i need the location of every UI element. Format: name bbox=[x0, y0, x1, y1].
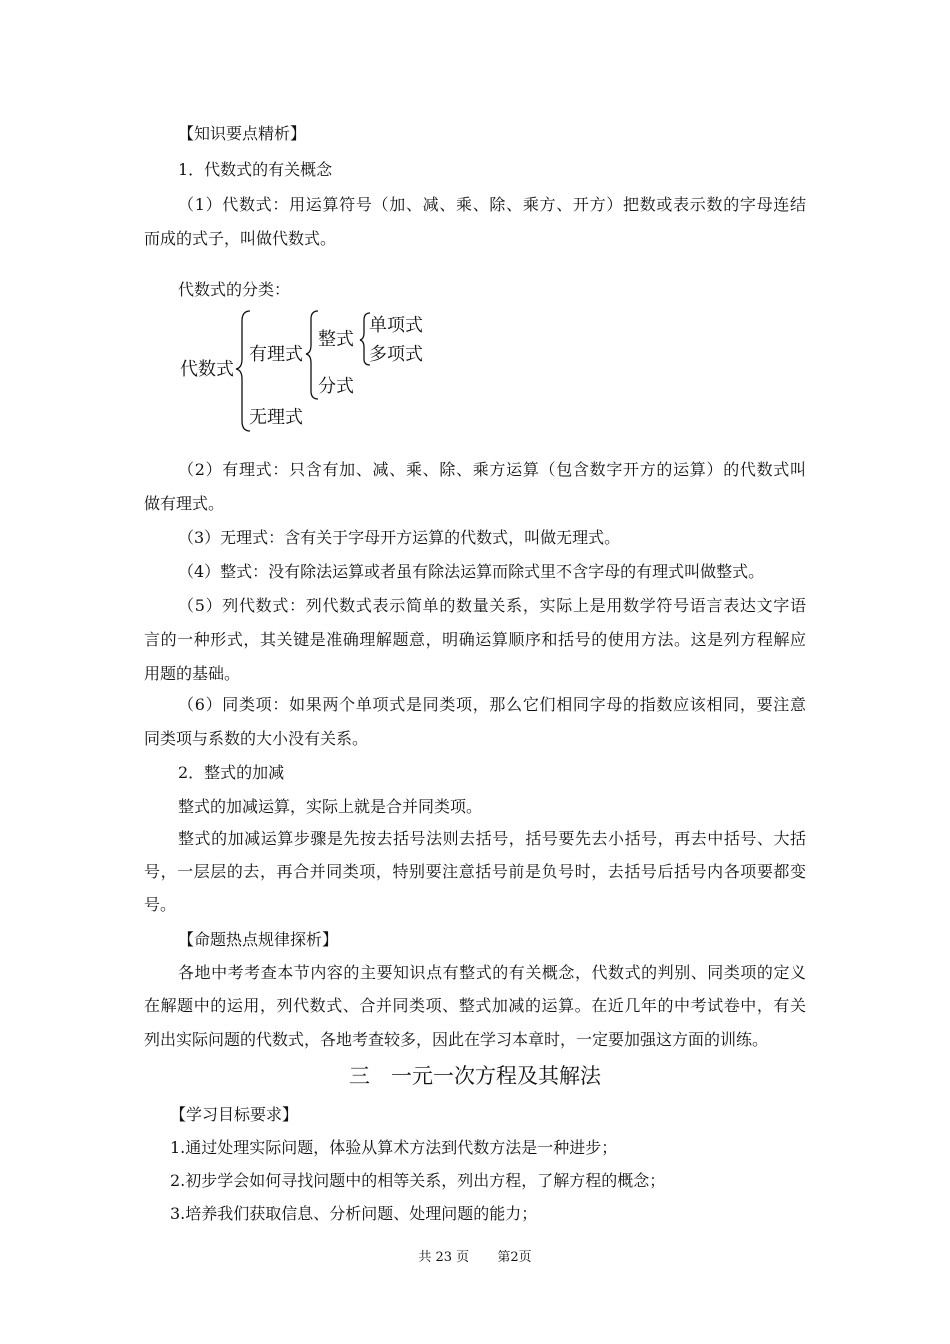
tree-polynomial: 多项式 bbox=[369, 344, 423, 365]
def1-line2: 而成的式子，叫做代数式。 bbox=[144, 229, 337, 248]
tree-irrational: 无理式 bbox=[249, 407, 303, 428]
item2-title: 2．整式的加减 bbox=[178, 763, 285, 782]
item2-p1: 整式的加减运算，实际上就是合并同类项。 bbox=[178, 797, 483, 816]
tree-rational: 有理式 bbox=[249, 344, 303, 365]
knowledge-heading: 【知识要点精析】 bbox=[178, 124, 307, 143]
footer-total-pages: 共 23 页 bbox=[418, 1250, 470, 1265]
item2-p2-line1: 整式的加减运算步骤是先按去括号法则去括号，括号要先去小括号，再去中括号、大括 bbox=[178, 829, 806, 848]
hot-line3: 列出实际问题的代数式，各地考查较多，因此在学习本章时，一定要加强这方面的训练。 bbox=[144, 1030, 769, 1049]
def2-line1: （2）有理式：只含有加、减、乘、除、乘方运算（包含数字开方的运算）的代数式叫 bbox=[178, 460, 806, 479]
def3: （3）无理式：含有关于字母开方运算的代数式，叫做无理式。 bbox=[178, 528, 621, 547]
goal-1: 1.通过处理实际问题，体验从算术方法到代数方法是一种进步； bbox=[170, 1138, 618, 1157]
def2-line2: 做有理式。 bbox=[144, 494, 225, 513]
def6-line2: 同类项与系数的大小没有关系。 bbox=[144, 729, 369, 748]
def5-line2: 言的一种形式，其关键是准确理解题意，明确运算顺序和括号的使用方法。这是列方程解应 bbox=[144, 630, 806, 649]
item2-p2-line3: 号。 bbox=[144, 895, 177, 914]
goal-3: 3.培养我们获取信息、分析问题、处理问题的能力； bbox=[170, 1204, 538, 1223]
classification-label: 代数式的分类： bbox=[178, 280, 291, 299]
goal-2: 2.初步学会如何寻找问题中的相等关系，列出方程，了解方程的概念； bbox=[170, 1171, 666, 1190]
hot-line2: 在解题中的运用，列代数式、合并同类项、整式加减的运算。在近几年的中考试卷中，有关 bbox=[144, 996, 806, 1015]
footer-current-page: 第2页 bbox=[497, 1250, 532, 1265]
tree-root: 代数式 bbox=[180, 359, 234, 380]
hot-line1: 各地中考考查本节内容的主要知识点有整式的有关概念，代数式的判别、同类项的定义 bbox=[178, 963, 806, 982]
page-footer bbox=[0, 1250, 950, 1266]
tree-integral: 整式 bbox=[318, 329, 354, 350]
def5-line1: （5）列代数式：列代数式表示简单的数量关系，实际上是用数学符号语言表达文字语 bbox=[178, 596, 806, 615]
def4: （4）整式：没有除法运算或者虽有除法运算而除式里不含字母的有理式叫做整式。 bbox=[178, 562, 765, 581]
def5-line3: 用题的基础。 bbox=[144, 664, 241, 683]
classification-tree bbox=[170, 305, 470, 435]
goals-heading: 【学习目标要求】 bbox=[170, 1105, 299, 1124]
hot-heading: 【命题热点规律探析】 bbox=[178, 930, 339, 949]
tree-monomial: 单项式 bbox=[369, 315, 423, 336]
chapter-title: 三 一元一次方程及其解法 bbox=[349, 1064, 601, 1088]
item1-title: 1．代数式的有关概念 bbox=[178, 160, 333, 179]
tree-fractional: 分式 bbox=[318, 376, 354, 397]
item2-p2-line2: 号，一层层的去，再合并同类项，特别要注意括号前是负号时，去括号后括号内各项要都变 bbox=[144, 862, 806, 881]
def1-line1: （1）代数式：用运算符号（加、减、乘、除、乘方、开方）把数或表示数的字母连结 bbox=[178, 195, 806, 214]
def6-line1: （6）同类项：如果两个单项式是同类项，那么它们相同字母的指数应该相同，要注意 bbox=[178, 695, 806, 714]
